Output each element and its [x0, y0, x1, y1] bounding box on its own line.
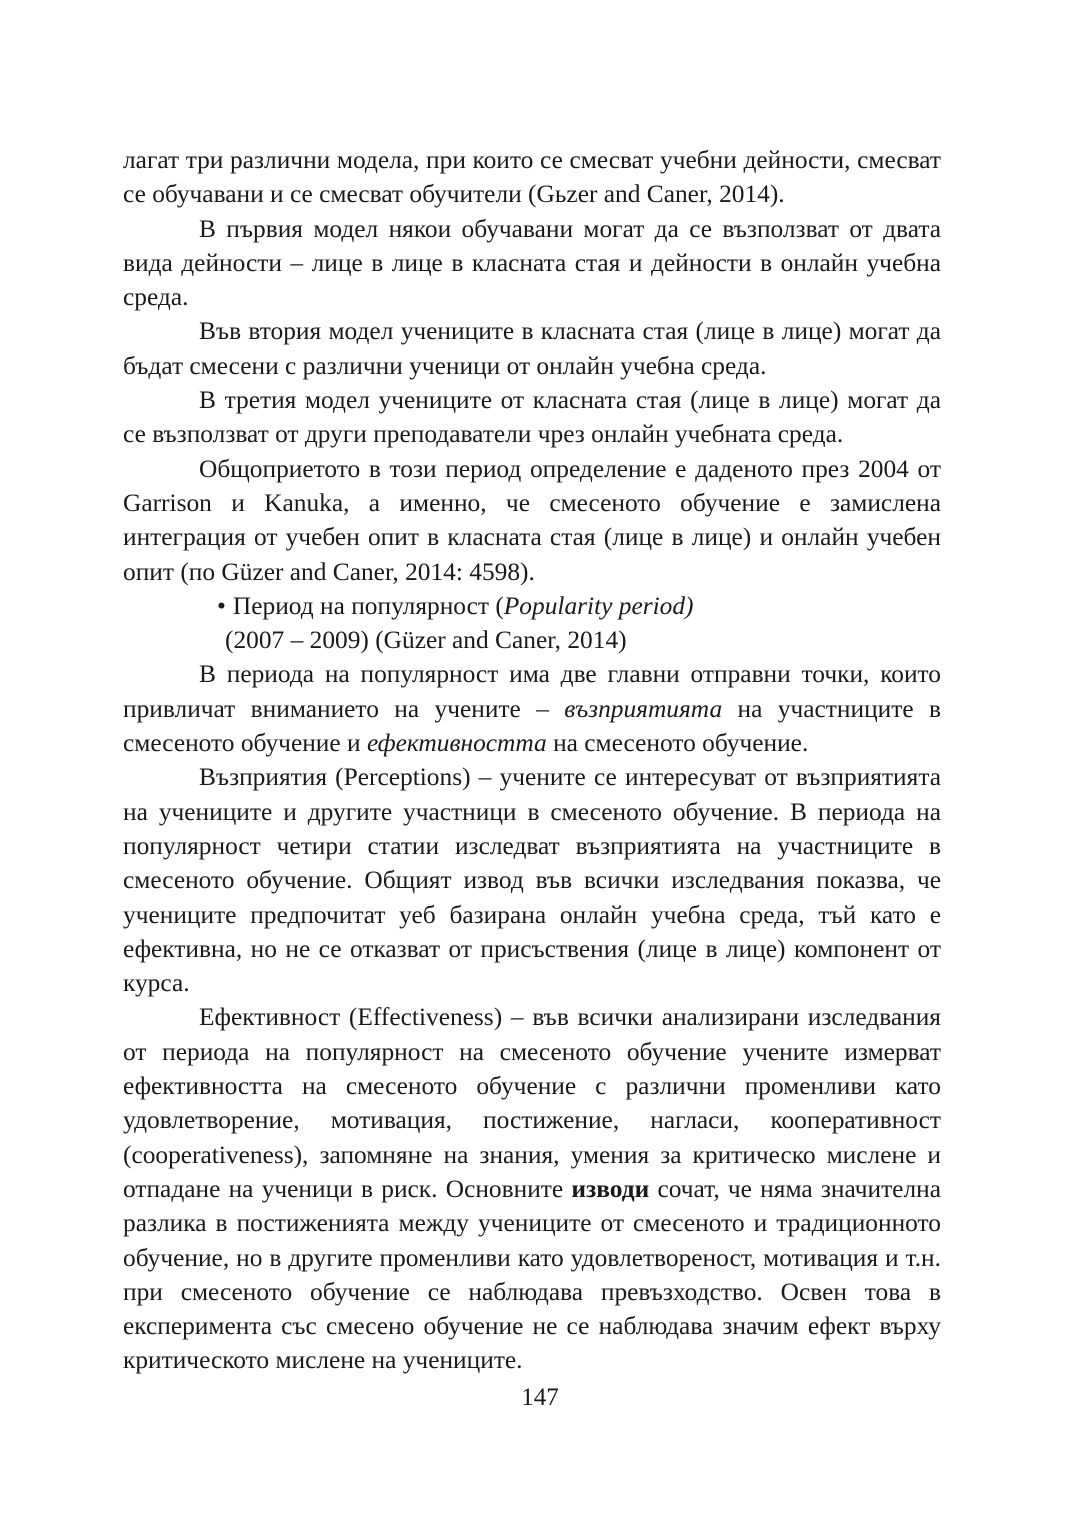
- bullet-icon: •: [217, 591, 226, 620]
- p6-text-3: на смесеното обучение.: [546, 729, 809, 758]
- paragraph-effectiveness: [123, 1000, 941, 1377]
- section-heading: [123, 589, 941, 623]
- p6-text-1: В периода на популярност има две главни отправни точки, които привличат вниманието на учените –: [123, 660, 941, 723]
- paragraph-perceptions: Възприятия (Perceptions) – учените се интересуват от възприятията на учениците и другите участници в смесеното обучение. В периода на популярност четири статии изследват възприятията на участниците в смесеното обучение. Общият извод във всички изследвания показва, че учениците предпочитат уеб базирана онлайн учебна среда, тъй като е ефективна, но не се отказват от присъствения (лице в лице) компонент от курса.: [123, 763, 941, 998]
- p8-text-1: Ефективност (Effectiveness) – във всички анализирани изследвания от периода на популярност на смесеното обучение учените измерват ефективността на смесеното обучение с различни променливи като удовлетворение, мотивация, постижение, нагласи, кооперативност (cooperativeness), запомняне на знания, умения за критическо мислене и отпадане на ученици в риск. Основните: [123, 1003, 941, 1203]
- p8-text-2: сочат, че няма значителна разлика в постиженията между учениците от смесеното и традиционното обучение, но в другите променливи като удовлетвореност, мотивация и т.н. при смесеното обучение се наблюдава превъзходство. Освен това в експеримента със смесено обучение не се наблюдава значим ефект върху критическото мислене на учениците.: [123, 1174, 941, 1375]
- p6-text-2: на участниците в смесеното обучение и: [123, 694, 941, 758]
- section-heading-text: Период на популярност (: [232, 591, 504, 620]
- p6-italic-effectiveness: ефективността: [366, 729, 547, 758]
- section-subtitle: (2007 – 2009) (Güzer and Caner, 2014): [225, 626, 627, 655]
- p6-italic-perceptions: възприятията: [564, 694, 723, 723]
- paragraph-third-model: В третия модел учениците от класната стая (лице в лице) могат да се възползват от други преподаватели чрез онлайн учебната среда.: [123, 386, 941, 449]
- paragraph-continuation: лагат три различни модела, при които се смесват учебни дейности, смесват се обучавани и се смесват обучители (Gьzer and Caner, 2014).: [123, 146, 941, 209]
- p8-bold-conclusions: изводи: [571, 1174, 650, 1203]
- paragraph-popularity: [123, 657, 941, 760]
- paragraph-second-model: Във втория модел учениците в класната стая (лице в лице) могат да бъдат смесени с различни ученици от онлайн учебна среда.: [123, 317, 941, 380]
- section-heading-italic: Popularity period): [503, 591, 694, 620]
- page-number: 147: [521, 1384, 559, 1411]
- paragraph-first-model: В първия модел някои обучавани могат да се възползват от двата вида дейности – лице в лице в класната стая и дейности в онлайн учебна среда.: [123, 214, 941, 312]
- paragraph-definition: Общоприетото в този период определение е даденото през 2004 от Garrison и Kanuka, а именно, че смесеното обучение е замислена интеграция от учебен опит в класната стая (лице в лице) и онлайн учебен опит (по Güzer and Caner, 2014: 4598).: [123, 454, 941, 586]
- page-body: [123, 143, 941, 1378]
